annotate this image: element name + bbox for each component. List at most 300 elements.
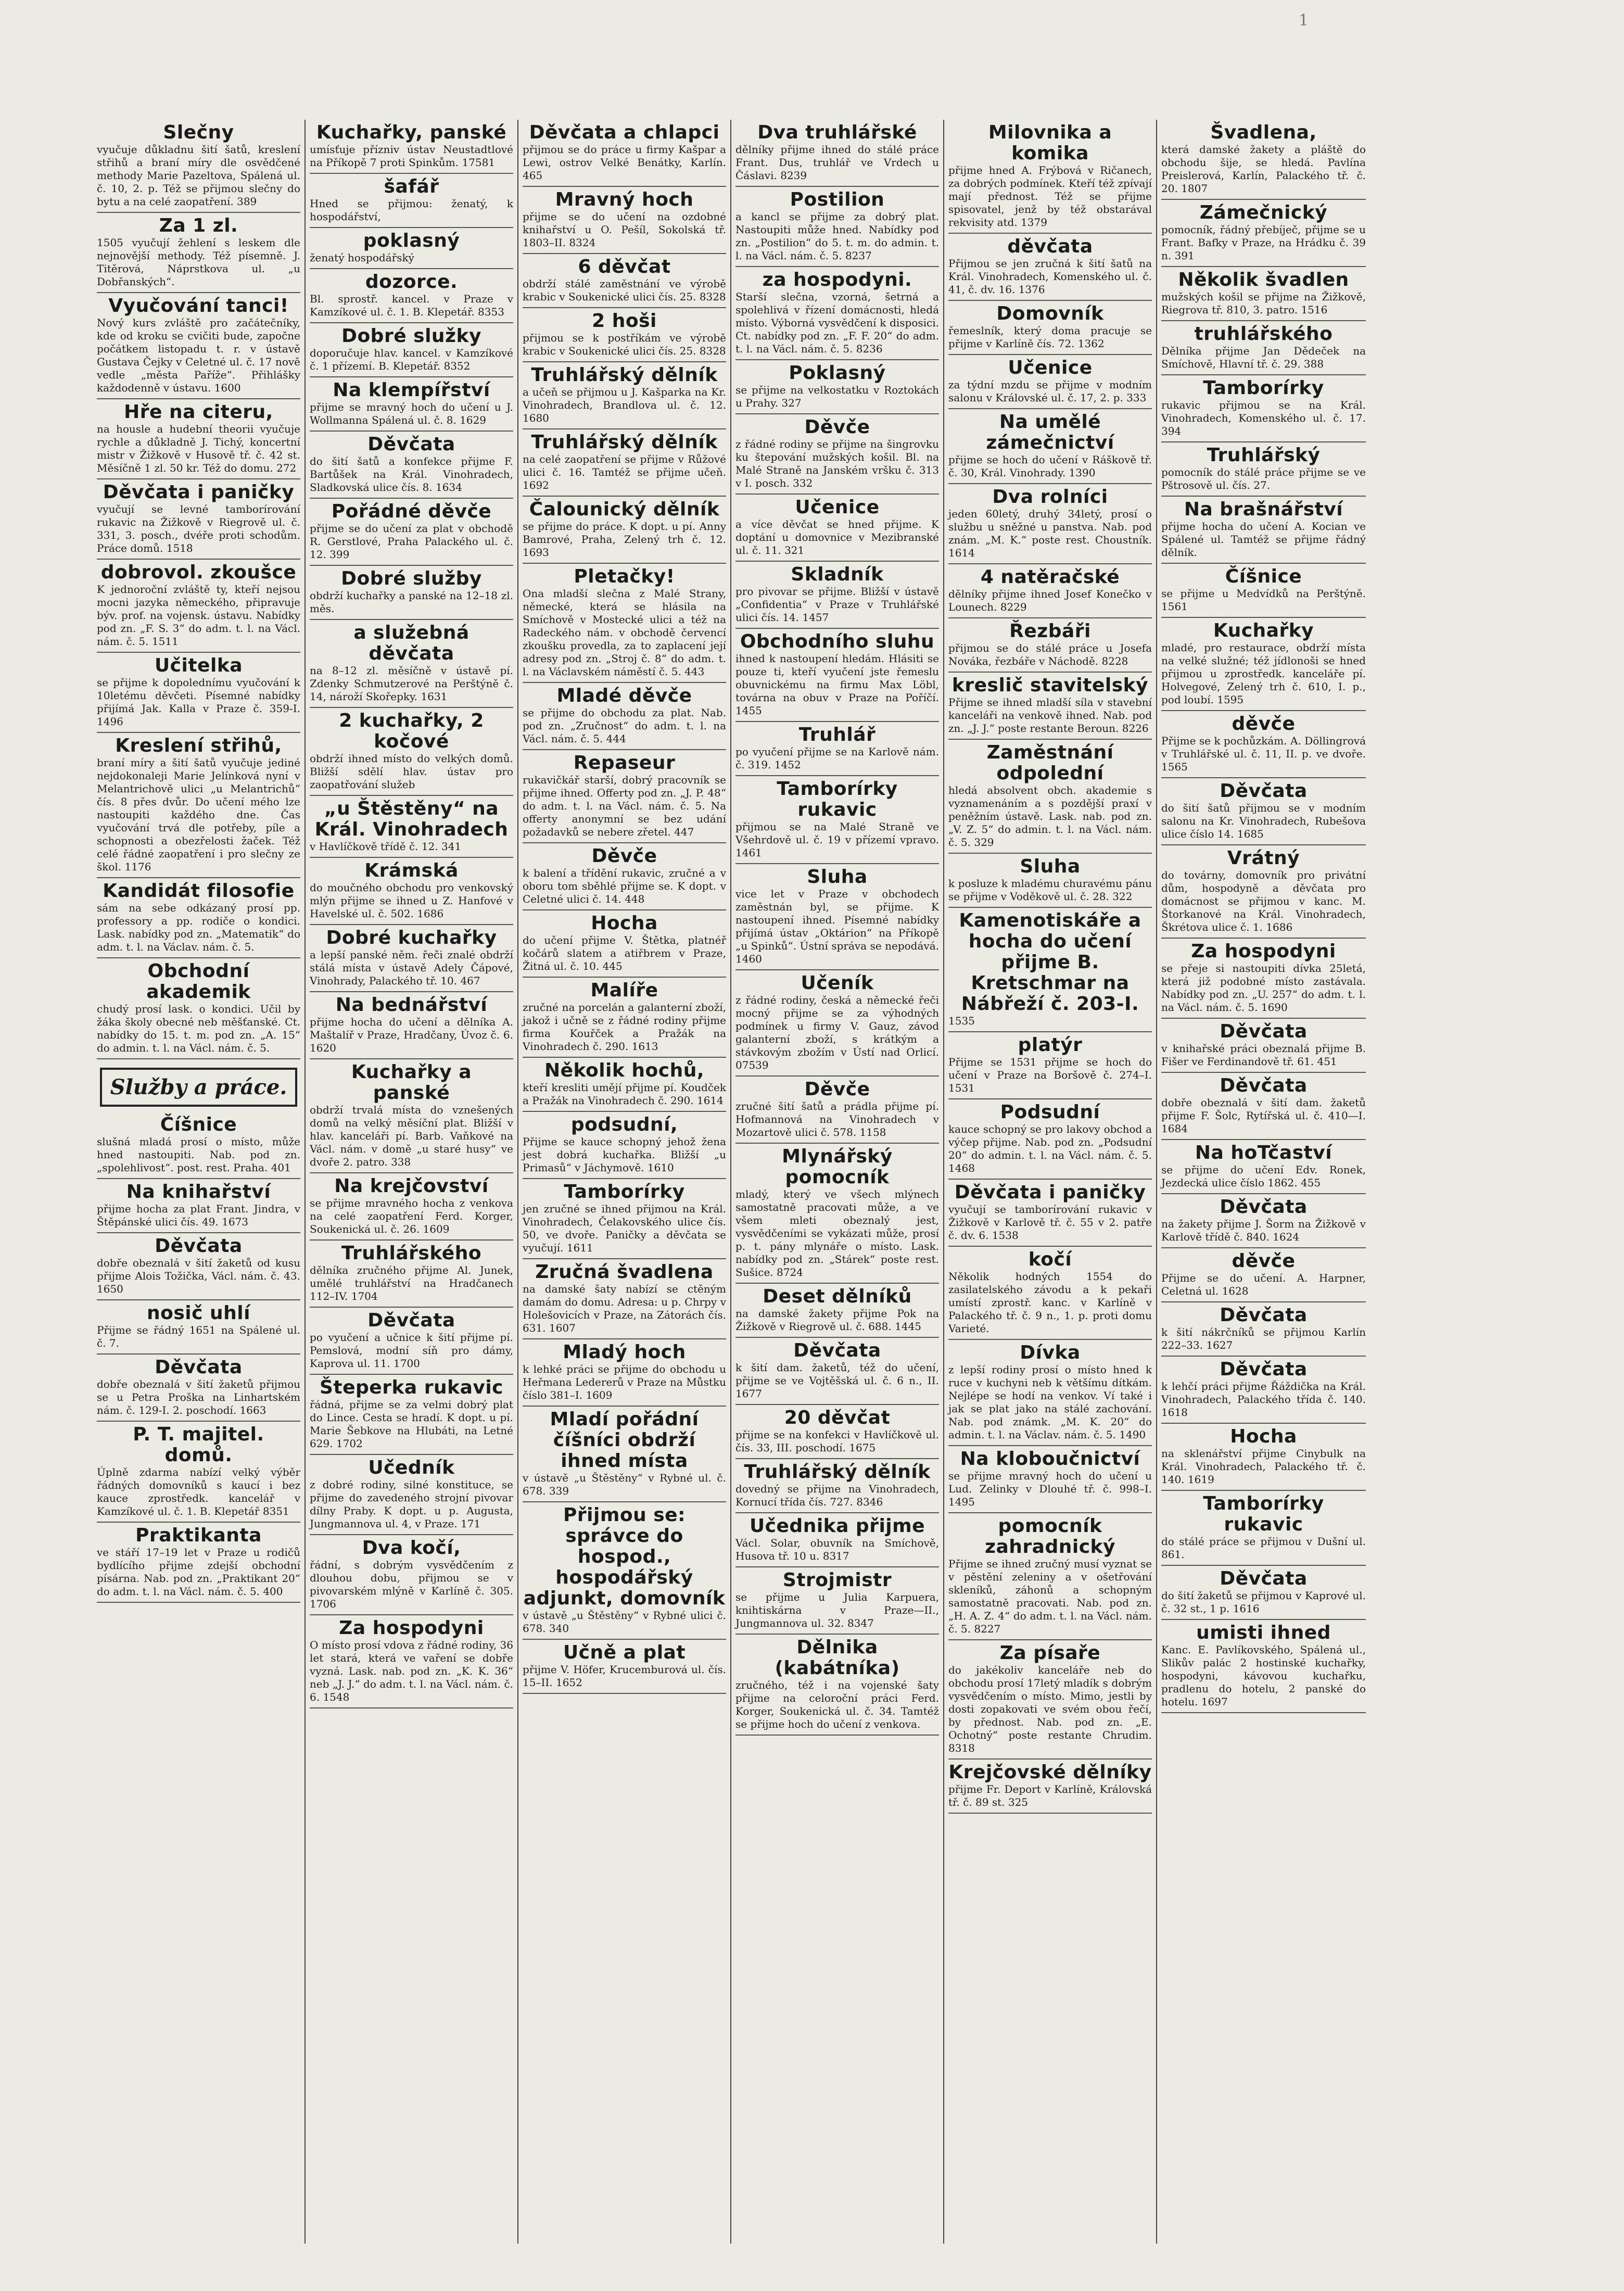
ad-headline: kreslič stavitelský [951, 675, 1149, 696]
classified-ad [735, 1077, 939, 1144]
ad-headline: Za hospodyni [1191, 941, 1336, 962]
classified-ad [310, 1308, 513, 1375]
classified-ad [735, 495, 939, 562]
ad-headline: Čalounický dělník [529, 499, 720, 520]
ad-headline: Mladí pořádní číšníci obdrží ihned místa [550, 1409, 699, 1472]
classified-ad [97, 1422, 300, 1523]
ad-headline: Děvčata [1220, 1075, 1308, 1096]
ad-headline: Postilion [790, 189, 885, 210]
ad-body-text: dobře obeznalá v šití dam. žaketů přijme F. Šolc, Rytířská ul. č. 410—I. 1684 [1161, 1096, 1366, 1135]
classified-ad [735, 360, 939, 414]
ad-headline: Zámečnický [1199, 202, 1328, 223]
ad-headline: Na bednářství [335, 994, 488, 1016]
ad-body-text: Bl. sprostř. kancel. v Praze v Kamzíkové ul. č. 1. B. Klepetář. 8353 [310, 293, 513, 318]
ad-headline: Sluha [1020, 856, 1081, 877]
ad-headline: Mladé děvče [556, 685, 692, 706]
classified-ad [310, 432, 513, 499]
ad-headline: Na klempířství [333, 379, 490, 401]
ad-headline: Na knihařství [126, 1181, 271, 1203]
classified-ad [735, 1144, 939, 1284]
classified-ad [1161, 267, 1366, 321]
ad-headline: Číšnice [160, 1114, 237, 1135]
ad-body-text: do učení přijme V. Štětka, platnéř kočárů slatem a atiřbrem v Praze, Žitná ul. č. 10. 445 [523, 934, 726, 972]
classified-ad [310, 708, 513, 796]
ad-headline: Učitelka [154, 655, 243, 676]
ad-headline: Truhlářský [1207, 445, 1321, 466]
ad-headline: Dva kočí, [362, 1537, 461, 1559]
ad-body-text: na celé zaopatření se přijme v Růžové ulici č. 16. Tamtéž se přijme učeň. 1692 [523, 453, 726, 491]
ad-body-text: kteří kresliti umějí přijme pí. Koudček a Pražák na Vinohradech č. 290. 1614 [523, 1081, 726, 1107]
ad-headline: Poklasný [789, 362, 886, 384]
ad-body-text: přijmou se na Malé Straně ve Všehrdově ul. č. 19 v přízemí vpravo. 1461 [735, 820, 939, 859]
ad-body-text: k šití nákrčníků se přijmou Karlín 222–33. 1627 [1161, 1326, 1366, 1351]
ad-body-text: vyučují se levné tamborírování rukavic na Žižkově v Riegrově ul. č. 331, 3. posch., dvéře proti schodům. Práce domů. 1518 [97, 503, 300, 554]
ad-column-3 [518, 120, 731, 2244]
classified-ad [948, 908, 1152, 1032]
classified-ad [735, 1513, 939, 1567]
ad-headline: Za hospodyni [339, 1617, 484, 1639]
classified-ad [523, 187, 726, 254]
ad-body-text: mladý, který ve všech mlýnech samostatně pracovati může, a ve všem mleti obeznalý jest, vysvědčeními se vykázati může, prosí p. t. pány mlynáře o místo. Lask. nabídky pod zn. „Stárek“ poste rest. Sušice. 8724 [735, 1188, 939, 1279]
classified-ad [735, 562, 939, 629]
classified-ad [735, 1567, 939, 1635]
ad-body-text: z dobré rodiny, silné konstituce, se přijme do zavedeného strojní pivovar dílny Praby. K dopt. u p. Augusta, Jungmannova ul. 4, v Praze. 171 [310, 1478, 513, 1530]
classified-ad [97, 1179, 300, 1233]
ad-body-text: vyučují se tamborírování rukavic v Žižkově v Karlově tř. č. 55 v 2. patře č. dv. 6. 1538 [948, 1203, 1152, 1242]
classified-ad [310, 499, 513, 566]
ad-body-text: přijmou se do stálé práce u Josefa Nováka, řezbáře v Náchodě. 8228 [948, 642, 1152, 667]
ad-body-text: ženatý hospodářský [310, 251, 414, 264]
ad-headline: Děvčata i paničky [103, 482, 295, 503]
ad-body-text: Hned se přijmou: ženatý, k hospodářství, [310, 197, 513, 223]
ad-headline: Mladý hoch [563, 1341, 686, 1363]
classified-ad [1161, 564, 1366, 618]
classified-ad [948, 1032, 1152, 1099]
ad-body-text: přijme se hoch do učení v Ráškově tř. č. 30, Král. Vinohrady. 1390 [948, 453, 1152, 479]
ad-body-text: dobře obeznalá v šití žaketů od kusu přijme Alois Tožička, Václ. nám. č. 43. 1650 [97, 1257, 300, 1295]
ad-headline: Obchodní akademik [146, 960, 251, 1003]
classified-ad [948, 618, 1152, 673]
ad-headline: Na kloboučnictví [960, 1448, 1140, 1470]
ad-headline: P. T. majitel. domů. [133, 1424, 264, 1466]
ad-headline: Na umělé zámečnictví [986, 411, 1114, 453]
ad-body-text: v knihařské práci obeznalá přijme B. Fišer ve Ferdinandově tř. 61. 451 [1161, 1042, 1366, 1068]
ad-body-text: přijme hocha za plat Frant. Jindra, v Štěpánské ulici čís. 49. 1673 [97, 1203, 300, 1228]
ad-headline: Několik hochů, [544, 1060, 705, 1081]
ad-headline: dozorce. [365, 271, 458, 293]
ad-headline: platýr [1018, 1034, 1083, 1056]
ad-body-text: a učeň se přijmou u J. Kašparka na Kr. Vinohradech, Brandlova ul. č. 12. 1680 [523, 386, 726, 424]
classified-ad [1161, 1302, 1366, 1357]
ad-headline: truhlářského [1194, 323, 1333, 345]
ad-headline: Domovník [996, 303, 1104, 324]
classified-ad [1161, 1620, 1366, 1713]
ad-headline: Krámská [364, 860, 459, 881]
ad-body-text: ve stáří 17–19 let v Praze u rodičů bydlícího přijme zdejší obchodní písárna. Nab. pod zn. „Praktikant 20“ do adm. t. l. na Václ. nám. č. 5. 400 [97, 1546, 300, 1598]
ad-headline: 20 děvčat [784, 1407, 891, 1428]
ad-body-text: rukavičkář starší, dobrý pracovník se přijme ihned. Offerty pod zn. „J. P. 48“ do adm. t. l. na Václ. nám. č. 5. Na offerty anonymní se bez udání požadavků se nebere zřetel. 447 [523, 774, 726, 838]
classified-ad [523, 1502, 726, 1640]
classified-ad [310, 377, 513, 432]
ad-column-6 [1157, 120, 1370, 2244]
classified-ad [948, 673, 1152, 740]
ad-body-text: z řádné rodiny, česká a německé řeči mocný přijme se za výhodných podmínek u firmy V. Gauz, závod galanterní zboží, s krátkým a stávkovým zbožím v Ústí nad Orlicí. 07539 [735, 994, 939, 1071]
ad-headline: 2 kuchařky, 2 kočové [339, 710, 484, 752]
classified-ad [948, 301, 1152, 355]
ad-column-5 [944, 120, 1157, 2244]
ad-body-text: do stálé práce se přijmou v Dušní ul. 861. [1161, 1535, 1366, 1561]
ad-body-text: v ústavě „u Štěstěny“ v Rybné ulici č. 678. 340 [523, 1609, 726, 1635]
classified-ad [523, 910, 726, 978]
ad-body-text: Přijme se kauce schopný jehož žena jest dobrá kuchařka. Bližší „u Primasů“ v Jáchymově. 1610 [523, 1135, 726, 1174]
ad-headline: Děvčata [793, 1340, 881, 1361]
ad-headline: poklasný [363, 230, 460, 251]
classified-ad [735, 776, 939, 864]
ad-headline: Několik švadlen [1178, 269, 1349, 290]
ad-headline: Švadlena, [1210, 122, 1317, 143]
ad-body-text: Přijme se k pochůzkám. A. Döllingrová v Truhlářské ul. č. 11, II. p. ve dvoře. 1565 [1161, 735, 1366, 773]
ad-body-text: Ona mladší slečna z Malé Strany, německé, která se hlásila na Smíchově v Mostecké ulici a též na Radeckého nám. v obchodě červencí zkoušku provedla, za to zaplacení její adresy pod zn. „Stroj č. 8“ do adm. t. l. na Václavském náměstí č. 5. 443 [523, 587, 726, 678]
classified-ads-grid [93, 120, 1593, 2244]
ad-headline: Truhlářský dělník [744, 1461, 931, 1483]
ad-headline: Učenice [1008, 357, 1093, 378]
classified-ad [310, 925, 513, 992]
ad-headline: Zaměstnání odpolední [986, 742, 1114, 784]
ad-headline: Slečny [163, 122, 234, 143]
classified-ad [948, 1099, 1152, 1180]
ad-body-text: se přijme k dopolednímu vyučování k 10letému děvčeti. Písemné nabídky přijímá Jak. Kalla v Praze č. 359-I. 1496 [97, 676, 300, 728]
ad-body-text: k lehčí práci přijme Řáždička na Král. Vinohradech, Palackého třída č. 140. 1618 [1161, 1380, 1366, 1419]
classified-ad [310, 858, 513, 925]
ad-body-text: 1505 vyučují žehlení s leskem dle nejnovější methody. Též písemně. J. Titěrová, Náprstkova ul. „u Dobřanských“. [97, 236, 300, 288]
ad-body-text: po vyučení přijme se na Karlově nám. č. 319. 1452 [735, 745, 939, 771]
ad-headline: Tamborírky [564, 1181, 685, 1203]
classified-ad [735, 1405, 939, 1459]
ad-headline: Děvčata i paničky [954, 1182, 1146, 1203]
ad-column-4 [731, 120, 944, 2244]
ad-body-text: do moučného obchodu pro venkovský mlýn přijme se ihned u Z. Hanfové v Havelské ul. č. 502. 1686 [310, 881, 513, 920]
classified-ad [1161, 618, 1366, 711]
classified-ad [948, 1340, 1152, 1446]
ad-body-text: chudý prosí lask. o kondici. Učil by žáka školy obecné neb měšťanské. Ct. nabídky do 15. t. m. pod zn. „A. 15“ do admin. t. l. na Václ. nám. č. 5. [97, 1003, 300, 1054]
ad-body-text: Přijme se 1531 přijme se hoch do učení v Praze na Boršově č. 274–I. 1531 [948, 1056, 1152, 1094]
ad-headline: Malíře [590, 980, 658, 1001]
classified-ad [310, 1535, 513, 1615]
ad-body-text: řemeslník, který doma pracuje se přijme v Karlíně čís. 72. 1362 [948, 324, 1152, 350]
ad-headline: Kreslení střihů, [115, 735, 282, 756]
classified-ad [97, 1355, 300, 1422]
ad-headline: Děvčata [1220, 780, 1308, 802]
ad-body-text: přijme V. Höfer, Krucemburová ul. čís. 15–II. 1652 [523, 1663, 726, 1689]
classified-ad [97, 653, 300, 733]
classified-ad [310, 174, 513, 228]
ad-body-text: do jakékoliv kanceláře neb do obchodu prosí 17letý mladík s dobrým vysvědčením o místo. Mimo, jestli by dosti zopakovati ve svém obou řečí, by přednost. Nab. pod zn. „E. Ochotný“ poste restante Chrudim. 8318 [948, 1664, 1152, 1754]
classified-ad [97, 293, 300, 399]
ad-headline: Učedník [368, 1457, 455, 1478]
classified-ad [523, 978, 726, 1058]
ad-body-text: jen zručné se ihned přijmou na Král. Vinohradech, Čelakovského ulice čís. 50, ve dvoře. Paničky a děvčata se vyučují. 1611 [523, 1203, 726, 1254]
ad-headline: Hocha [1230, 1426, 1297, 1447]
ad-headline: Kuchařky [1213, 620, 1314, 641]
classified-ad [97, 479, 300, 560]
ad-body-text: braní míry a šití šatů vyučuje jediné nejdokonaleji Marie Jelínková nyní v Melantrichově ulici „u Melantrichů“ čís. 8 přes dvůr. Do učení mého lze nastoupiti každého dne. Čas vyučování trvá dle potřeby, píle a schopnosti a obezřelosti žaček. Též celé řádné zaopatření i pro slečny ze škol. 1176 [97, 756, 300, 873]
ad-headline: Pletačky! [574, 566, 675, 587]
ad-body-text: kauce schopný se pro lakovy obchod a výčep přijme. Nab. pod zn. „Podsudní 20“ do admin. t. l. na Václ. nám. č. 5. 1468 [948, 1123, 1152, 1174]
ad-body-text: do šití šatů a konfekce přijme F. Bartůšek na Král. Vinohradech, Sladkovská ulice čís. 8. 1634 [310, 455, 513, 493]
ad-headline: Děvče [804, 1079, 870, 1100]
classified-ad [735, 267, 939, 360]
ad-body-text: Dělníka přijme Jan Dědeček na Smíchově, Hlavní tř. č. 29. 388 [1161, 345, 1366, 370]
ad-body-text: přijme se do učení na ozdobné knihařství u O. Pešíl, Sokolská tř. 1803–II. 8324 [523, 210, 726, 249]
classified-ad [523, 843, 726, 910]
ad-headline: podsudní, [570, 1114, 678, 1135]
ad-body-text: dovedný se přijme na Vinohradech, Kornucí třída čís. 727. 8346 [735, 1483, 939, 1508]
classified-ad [735, 864, 939, 970]
ad-headline: umisti ihned [1196, 1622, 1331, 1643]
ad-body-text: sám na sebe odkázaný prosí pp. professory a pp. rodiče o kondici. Lask. nabídky pod zn. „Matematik“ do adm. t. l. na Václav. nám. č. 5. [97, 902, 300, 953]
ad-headline: Skladník [791, 564, 884, 585]
classified-ad [1161, 711, 1366, 778]
ad-headline: Dobré služky [341, 325, 481, 347]
classified-ad [948, 854, 1152, 908]
classified-ad [1161, 1357, 1366, 1424]
ad-headline: Děvčata a chlapci [529, 122, 720, 143]
ad-body-text: přijmou se do práce u firmy Kašpar a Lewi, ostrov Velké Benátky, Karlín. 465 [523, 143, 726, 182]
classified-ad [948, 409, 1152, 484]
ad-body-text: se přeje si nastoupiti dívka 25letá, která již podobné místo zastávala. Nabídky pod zn. „U. 257“ do adm. t. l. na Václ. nám. č. 5. 1690 [1161, 962, 1366, 1014]
ad-body-text: Několik hodných 1554 do zasilatelského závodu a k pekaři umístí zprostř. kanc. v Karlíně v Palackého tř. č. 9 n., 1. p. proti domu Varieté. [948, 1270, 1152, 1335]
classified-ad [1161, 200, 1366, 267]
ad-body-text: vyučuje důkladnu šití šatů, kreslení střihů a braní míry dle osvědčené methody Marie Pazeltova, Spálená ul. č. 10, 2. p. Též se přijmou slečny do bytu a na celé zaopatření. 389 [97, 143, 300, 208]
classified-ad [735, 1338, 939, 1405]
ad-body-text: obdrží ihned místo do velkých domů. Bližší sdělí hlav. ústav pro zaopatřování služeb [310, 752, 513, 791]
ad-body-text: rukavic přijmou se na Král. Vinohradech, Komenského ul. č. 17. 394 [1161, 399, 1366, 437]
ad-body-text: Přijme se do učení. A. Harpner, Celetná ul. 1628 [1161, 1272, 1366, 1297]
classified-ad [1161, 375, 1366, 442]
ad-headline: Truhlářský dělník [531, 432, 718, 453]
classified-ad [948, 740, 1152, 854]
classified-ad [310, 1059, 513, 1173]
ad-body-text: do šití šatů přijmou se v modním salonu na Kr. Vinohradech, Rubešova ulice číslo 14. 1685 [1161, 802, 1366, 840]
ad-headline: Hře na citeru, [124, 401, 273, 423]
ad-body-text: do továrny, domovník pro privátní dům, hospodyně a děvčata pro domácnost se přijmou v kanc. M. Štorkanové na Král. Vinohradech, Škrétova ulice č. 1. 1686 [1161, 869, 1366, 933]
ad-body-text: a kancl se přijme za dobrý plat. Nastoupiti může hned. Nabídky pod zn. „Postilion“ do 5. t. m. do admin. t. l. na Václ. nám. č. 5. 8237 [735, 210, 939, 262]
classified-ad [97, 560, 300, 653]
classified-ad [310, 1173, 513, 1241]
ad-headline: Kuchařky, panské [316, 122, 507, 143]
classified-ad [97, 213, 300, 293]
classified-ad [1161, 1424, 1366, 1491]
ad-body-text: zručného, též i na vojenské šaty přijme na celoroční práci Ferd. Korger, Soukenická ul. č. 34. Tamtéž se přijme hoch do učení z venkova. [735, 1679, 939, 1730]
ad-headline: Děvče [591, 845, 657, 867]
ad-body-text: se přijme do obchodu za plat. Nab. pod zn. „Zručnost“ do adm. t. l. na Václ. nám. č. 5. 444 [523, 706, 726, 745]
ad-headline: Za písaře [999, 1642, 1101, 1664]
ad-body-text: přijme Fr. Deport v Karlíně, Královská tř. č. 89 st. 325 [948, 1783, 1152, 1808]
classified-ad [523, 564, 726, 683]
ad-headline: Kamenotiskáře a hocha do učení přijme B. Kretschmar na Nábřeží č. 203-I. [959, 910, 1141, 1015]
classified-ad [735, 1284, 939, 1338]
ad-headline: Strojmistr [782, 1569, 892, 1591]
ad-headline: šafář [384, 176, 439, 197]
ad-headline: Děvčata [1220, 1568, 1308, 1589]
classified-ad [1161, 1073, 1366, 1140]
classified-ad [735, 187, 939, 267]
ad-body-text: na žakety přijme J. Šorm na Žižkově v Karlově třídě č. 840. 1624 [1161, 1218, 1366, 1243]
ad-headline: Dělnika (kabátníka) [775, 1637, 900, 1679]
ad-body-text: 1535 [948, 1015, 975, 1027]
classified-ad [948, 484, 1152, 564]
classified-ad [523, 308, 726, 362]
ad-body-text: přijme se do učení za plat v obchodě R. Gerstlové, Praha Palackého ul. č. 12. 399 [310, 522, 513, 561]
classified-ad [523, 120, 726, 187]
ad-body-text: řádná, přijme se za velmi dobrý plat do Lince. Cesta se hradí. K dopt. u pí. Marie Šebkove na Hlubáti, na Letné 629. 1702 [310, 1398, 513, 1450]
ad-headline: Kuchařky a panské [351, 1061, 472, 1104]
ad-headline: Sluha [807, 866, 868, 888]
classified-ad [523, 1339, 726, 1407]
classified-ad [735, 1635, 939, 1736]
classified-ad [1161, 1248, 1366, 1302]
classified-ad [310, 620, 513, 708]
ad-headline: Truhlářský dělník [531, 364, 718, 386]
classified-ad [523, 362, 726, 429]
ad-body-text: se přijme mravný hoch do učení u Lud. Zelinky v Dlouhé tř. č. 998–I. 1495 [948, 1470, 1152, 1508]
classified-ad [948, 1513, 1152, 1640]
classified-ad [310, 796, 513, 858]
classified-ad [948, 1247, 1152, 1340]
section-heading-services-and-work: Služby a práce. [100, 1068, 297, 1107]
classified-ad [97, 1112, 300, 1179]
ad-headline: Řezbáři [1009, 621, 1091, 642]
ad-headline: Šteperka rukavic [319, 1377, 504, 1398]
ad-headline: Učně a plat [563, 1642, 686, 1663]
ad-headline: za hospodyni. [762, 269, 912, 290]
ad-body-text: přijme hocha do učení a dělníka A. Maštalíř v Praze, Hradčany, Úvoz č. 6. 1620 [310, 1016, 513, 1054]
classified-ad [735, 120, 939, 187]
ad-headline: děvčata [1007, 236, 1093, 257]
ad-body-text: mužských košil se přijme na Žižkově, Riegrova tř. 810, 3. patro. 1516 [1161, 290, 1366, 316]
ad-body-text: do šití žaketů se přijmou v Kaprové ul. č. 32 st., 1 p. 1616 [1161, 1589, 1366, 1615]
ad-headline: Mlynářský pomocník [782, 1146, 893, 1188]
classified-ad [735, 1459, 939, 1513]
ad-headline: Tamborírky [1203, 377, 1324, 399]
ad-body-text: v ústavě „u Štěstěny“ v Rybné ul. č. 678. 339 [523, 1472, 726, 1497]
ad-body-text: po vyučení a učnice k šití přijme pí. Pemslová, modní síň pro dámy, Kaprova ul. 11. 1700 [310, 1331, 513, 1370]
ad-body-text: přijmou se k postříkám ve výrobě krabic v Soukenické ulici čís. 25. 8328 [523, 332, 726, 357]
ad-body-text: doporučuje hlav. kancel. v Kamzíkové č. 1 přízemí. B. Klepetář. 8352 [310, 347, 513, 372]
ad-headline: Vrátný [1227, 847, 1300, 869]
ad-body-text: zručné na porcelán a galanterní zboží, jakož i učně se z řádné rodiny přijme firma Kouřček a Pražák na Vinohradech č. 290. 1613 [523, 1001, 726, 1053]
ad-headline: Děvčata [1220, 1305, 1308, 1326]
ad-body-text: a více děvčat se hned přijme. K doptání u domovnice v Mezibranské ul. č. 11. 321 [735, 518, 939, 556]
ad-body-text: za týdní mzdu se přijme v modním salonu v Královské ul. č. 17, 2. p. 333 [948, 378, 1152, 404]
ad-body-text: Přijme se ihned zručný musí vyznat se v pěstění zeleniny a v ošetřování skleníků, záhonů a schopným samostatně pracovati. Nab. pod zn. „H. A. Z. 4“ do adm. t. l. na Václ. nám. č. 5. 8227 [948, 1558, 1152, 1635]
ad-body-text: dobře obeznalá v šití žaketů přijmou se u Petra Proška na Linhartském nám. č. 129-I. 2. poschodí. 1663 [97, 1378, 300, 1416]
ad-body-text: se přijme u Medvídků na Perštýně. 1561 [1161, 587, 1366, 613]
ad-body-text: Kanc. E. Pavlíkovského, Spálená ul., Slikův palác 2 hostinské kuchařky, hospodyni, kávovou kuchařku, pradlenu do hotelu, 2 panské do hotelu. 1697 [1161, 1643, 1366, 1708]
classified-ad [523, 1259, 726, 1339]
classified-ad [97, 399, 300, 479]
ad-column-1 [93, 120, 306, 2244]
classified-ad [1161, 778, 1366, 845]
classified-ad [310, 269, 513, 323]
ad-headline: Děvčata [155, 1235, 243, 1257]
ad-body-text: pomocník do stálé práce přijme se ve Pštrosově ul. čís. 27. [1161, 466, 1366, 491]
classified-ad [1161, 321, 1366, 375]
classified-ad [523, 497, 726, 564]
ad-headline: Děvčata [155, 1357, 243, 1378]
ad-body-text: vice let v Praze v obchodech zaměstnán byl, se přijme. K nastoupení ihned. Písemné nabídky přijímá ústav „Oktárion“ na Příkopě „u Spinků“. Ústní správa se nepodává. 1460 [735, 888, 939, 965]
classified-ad [310, 1241, 513, 1308]
ad-headline: 2 hoši [592, 310, 657, 332]
ad-headline: kočí [1028, 1249, 1072, 1270]
classified-ad [310, 1455, 513, 1535]
classified-ad [97, 733, 300, 878]
ad-headline: Děvče [804, 416, 870, 438]
classified-ad [97, 1523, 300, 1603]
ad-headline: Podsudní [1000, 1102, 1100, 1123]
classified-ad [735, 414, 939, 495]
ad-headline: děvče [1232, 1250, 1296, 1272]
classified-ad [1161, 442, 1366, 497]
ad-body-text: z řádné rodiny se přijme na šingrovku ku štepování mužských košil. Bl. na Malé Straně na Janském vršku č. 313 v I. posch. 332 [735, 438, 939, 489]
ad-headline: Milovnika a komika [988, 122, 1112, 164]
classified-ad [735, 970, 939, 1077]
ad-body-text: na damské žakety přijme Pok na Žižkově v Riegrově ul. č. 688. 1445 [735, 1307, 939, 1333]
ad-body-text: Přijme se ihned mladší síla v stavební kanceláři na venkově ihned. Nab. pod zn. „J. J.“ poste restante Beroun. 8226 [948, 696, 1152, 735]
ad-body-text: k posluze k mladému churavému pánu se přijme v Voděkově ul. č. 28. 322 [948, 877, 1152, 903]
ad-headline: děvče [1232, 713, 1296, 735]
ad-body-text: obdrží stálé zaměstnání ve výrobě krabic v Soukenické ulici čís. 25. 8328 [523, 277, 726, 303]
ad-body-text: ihned k nastoupení hledám. Hlásiti se pouze ti, kteří vyučení jste řemeslu obuvnickému na firmu Max Löbl, továrna na obuv v Praze na Poříčí. 1455 [735, 652, 939, 717]
ad-headline: Truhlář [798, 724, 876, 745]
classified-ad [948, 120, 1152, 234]
classified-ad [310, 120, 513, 174]
ad-body-text: Úplně zdarma nabízí velký výběr řádných domovníků s kaucí i bez kauce zprostředk. kancelář v Kamzíkové ul. č. 1. B. Klepetář 8351 [97, 1466, 300, 1517]
ad-body-text: Václ. Solar, obuvník na Smíchově, Husova tř. 10 u. 8317 [735, 1537, 939, 1562]
ad-body-text: se přijme mravného hocha z venkova na celé zaopatření Ferd. Korger, Soukenická ul. č. 26. 1609 [310, 1197, 513, 1235]
classified-ad [310, 1615, 513, 1708]
ad-body-text: K jednoroční zvláště ty, kteří nejsou mocni jazyka německého, připravuje býv. prof. na vojensk. ústavu. Nabídky pod zn. „F. S. 3“ do adm. t. l. na Václ. nám. č. 5. 1511 [97, 583, 300, 648]
ad-body-text: mladé, pro restaurace, obdrží místa na velké služné; též jídlonoši se hned přijmou u zprostředk. kanceláře pí. Holvegové, Zelený trh č. 610, I. p., pod loubí. 1595 [1161, 641, 1366, 706]
ad-headline: Dívka [1020, 1342, 1081, 1363]
ad-body-text: přijme hned A. Frýbová v Ričanech, za dobrých podmínek. Kteří též zpívají mají přednost. Též se přijme spisovatel, jenž by též obstarával rekvisity atd. 1379 [948, 164, 1152, 229]
ad-headline: Zručná švadlena [535, 1261, 714, 1283]
ad-headline: nosič uhlí [147, 1302, 250, 1324]
classified-ad [1161, 1019, 1366, 1073]
ad-body-text: řádní, s dobrým vysvědčením z dlouhou dobu, přijmou se v pivovarském mlýně v Karlíně č. 305. 1706 [310, 1559, 513, 1610]
classified-ad [523, 1112, 726, 1179]
classified-ad [310, 566, 513, 620]
ad-column-2 [306, 120, 518, 2244]
ad-body-text: se přijme do práce. K dopt. u pí. Anny Bamrové, Praha, Zelený trh č. 12. 1693 [523, 520, 726, 559]
ad-body-text: se přijme do učení Edv. Ronek, Jezdecká ulice číslo 1862. 455 [1161, 1163, 1366, 1189]
classified-ad [735, 722, 939, 776]
classified-ad [1161, 845, 1366, 939]
ad-body-text: se přijme u Julia Karpuera, knihtiskárna v Praze—II., Jungmannova ul. 32. 8347 [735, 1591, 939, 1629]
ad-body-text: jeden 60letý, druhý 34letý, prosí o službu u sněžné u panstva. Nab. pod znám. „M. K.“ poste rest. Choustník. 1614 [948, 508, 1152, 559]
classified-ad [97, 1300, 300, 1355]
ad-headline: Učednika přijme [749, 1515, 925, 1537]
ad-body-text: přijme se mravný hoch do učení u J. Wollmanna Spálená ul. č. 8. 1629 [310, 401, 513, 426]
ad-body-text: na sklenářství přijme Cinybulk na Král. Vinohradech, Palackého tř. č. 140. 1619 [1161, 1447, 1366, 1486]
classified-ad [523, 1640, 726, 1694]
classified-ad [523, 750, 726, 843]
ad-body-text: přijme se na konfekci v Havlíčkově ul. čís. 33, III. poschodí. 1675 [735, 1428, 939, 1454]
ad-body-text: dělníka zručného přijme Al. Junek, umělé truhlářství na Hradčanech 112–IV. 1704 [310, 1264, 513, 1302]
ad-headline: Tamborírky rukavic [1203, 1493, 1324, 1535]
ad-body-text: dělníky přijme ihned do stálé práce Frant. Dus, truhlář ve Vrdech u Čáslavi. 8239 [735, 143, 939, 182]
ad-body-text: pro pivovar se přijme. Bližší v ústavě „Confidentia“ v Praze v Truhlářské ulici čís. 14. 1457 [735, 585, 939, 624]
